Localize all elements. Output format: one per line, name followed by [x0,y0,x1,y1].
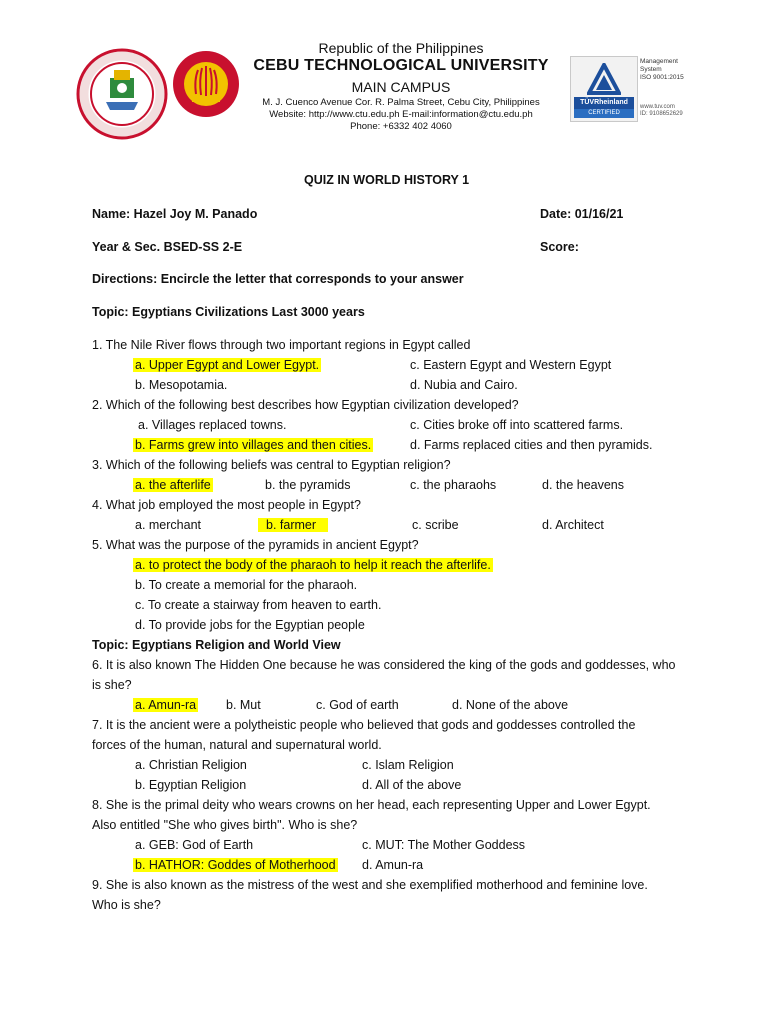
year-section: Year & Sec. BSED-SS 2-E [92,240,243,254]
header-address: M. J. Cuenco Avenue Cor. R. Palma Street, Cebu City, Philippines [262,97,540,108]
q4-choice-b [258,517,328,533]
highlighted-answer: b. farmer [258,518,328,532]
cert-side2-line: www.tuv.com [640,104,675,110]
question-9-cont: Who is she? [92,898,161,912]
question-3: 3. Which of the following beliefs was central to Egyptian religion? [92,458,451,472]
topic-heading-1: Topic: Egyptians Civilizations Last 3000 years [92,305,365,319]
q2-choice-c: c. Cities broke off into scattered farms. [410,418,624,432]
cert-side-text [640,58,702,82]
q4-choice-c: c. scribe [412,518,459,532]
question-2: 2. Which of the following best describes how Egyptian civilization developed? [92,398,519,412]
q4-choice-d: d. Architect [542,518,604,532]
q5-choice-c: c. To create a stairway from heaven to earth. [135,598,382,612]
asean-seal-icon [172,50,240,118]
highlighted-answer: b. Farms grew into villages and then cities. [135,438,372,452]
topic-heading-2: Topic: Egyptians Religion and World View [92,638,341,652]
certification-triangle-icon [587,63,621,95]
q1-choice-b: b. Mesopotamia. [135,378,228,392]
cert-bar-certified: CERTIFIED [574,109,634,118]
q7-choice-d: d. All of the above [362,778,462,792]
q1-choice-d: d. Nubia and Cairo. [410,378,518,392]
cert-side-line: ISO 9001:2015 [640,74,684,81]
question-6-cont: is she? [92,678,132,692]
q3-choice-b: b. the pyramids [265,478,351,492]
q3-choice-a [133,477,213,493]
question-7-cont: forces of the human, natural and supernatural world. [92,738,382,752]
header-website: Website: http://www.ctu.edu.ph E-mail:information@ctu.edu.ph [269,109,533,120]
question-1: 1. The Nile River flows through two important regions in Egypt called [92,338,471,352]
question-7: 7. It is the ancient were a polytheistic people who believed that gods and goddesses controlled the [92,718,636,732]
header-phone: Phone: +6332 402 4060 [350,121,452,132]
quiz-title: QUIZ IN WORLD HISTORY 1 [304,173,470,187]
iso-certification-badge [570,56,638,122]
header-block [236,40,566,133]
quiz-date: Date: 01/16/21 [540,207,624,221]
cert-side-line: System [640,66,662,73]
cert-side-line: Management [640,58,678,65]
q6-choice-c: c. God of earth [316,698,399,712]
q5-choice-d: d. To provide jobs for the Egyptian people [135,618,365,632]
student-name: Name: Hazel Joy M. Panado [92,207,258,221]
q8-choice-c: c. MUT: The Mother Goddess [362,838,526,852]
q5-choice-b: b. To create a memorial for the pharaoh. [135,578,358,592]
q7-choice-b: b. Egyptian Religion [135,778,247,792]
q4-choice-a: a. merchant [135,518,202,532]
q7-choice-a: a. Christian Religion [135,758,247,772]
q1-choice-c: c. Eastern Egypt and Western Egypt [410,358,612,372]
highlighted-answer: b. HATHOR: Goddes of Motherhood [135,858,336,872]
q3-choice-d: d. the heavens [542,478,625,492]
cert-bar: TÜVRheinland [574,97,634,109]
q8-choice-a: a. GEB: God of Earth [135,838,254,852]
cert-side2-line: ID: 9108652629 [640,111,683,117]
university-seal-icon [76,48,168,140]
question-6: 6. It is also known The Hidden One because he was considered the king of the gods and goddesses, who [92,658,676,672]
question-8-cont: Also entitled "She who gives birth". Who is she? [92,818,358,832]
q6-choice-a [133,697,198,713]
q2-choice-d: d. Farms replaced cities and then pyramids. [410,438,653,452]
highlighted-answer: a. the afterlife [135,478,211,492]
q6-choice-b: b. Mut [226,698,261,712]
q2-choice-a: a. Villages replaced towns. [138,418,287,432]
question-9: 9. She is also known as the mistress of the west and she exemplified motherhood and feminine love. [92,878,648,892]
header-republic: Republic of the Philippines [318,40,484,56]
highlighted-answer: a. Upper Egypt and Lower Egypt. [135,358,320,372]
highlighted-answer: a. Amun-ra [135,698,197,712]
q3-choice-c: c. the pharaohs [410,478,497,492]
q7-choice-c: c. Islam Religion [362,758,454,772]
header-university-name: CEBU TECHNOLOGICAL UNIVERSITY [253,57,549,74]
directions: Directions: Encircle the letter that corresponds to your answer [92,272,464,286]
q5-choice-a [133,557,493,573]
highlighted-answer: a. to protect the body of the pharaoh to help it reach the afterlife. [135,558,491,572]
score-label: Score: [540,240,579,254]
q8-choice-b [133,857,338,873]
header-campus: MAIN CAMPUS [351,79,451,95]
question-4: 4. What job employed the most people in Egypt? [92,498,361,512]
q2-choice-b [133,437,373,453]
question-5: 5. What was the purpose of the pyramids in ancient Egypt? [92,538,419,552]
q8-choice-d: d. Amun-ra [362,858,424,872]
q6-choice-d: d. None of the above [452,698,569,712]
cert-side-text-2 [640,104,702,118]
q1-choice-a [133,357,321,373]
question-8: 8. She is the primal deity who wears crowns on her head, each representing Upper and Lower Egypt. [92,798,651,812]
